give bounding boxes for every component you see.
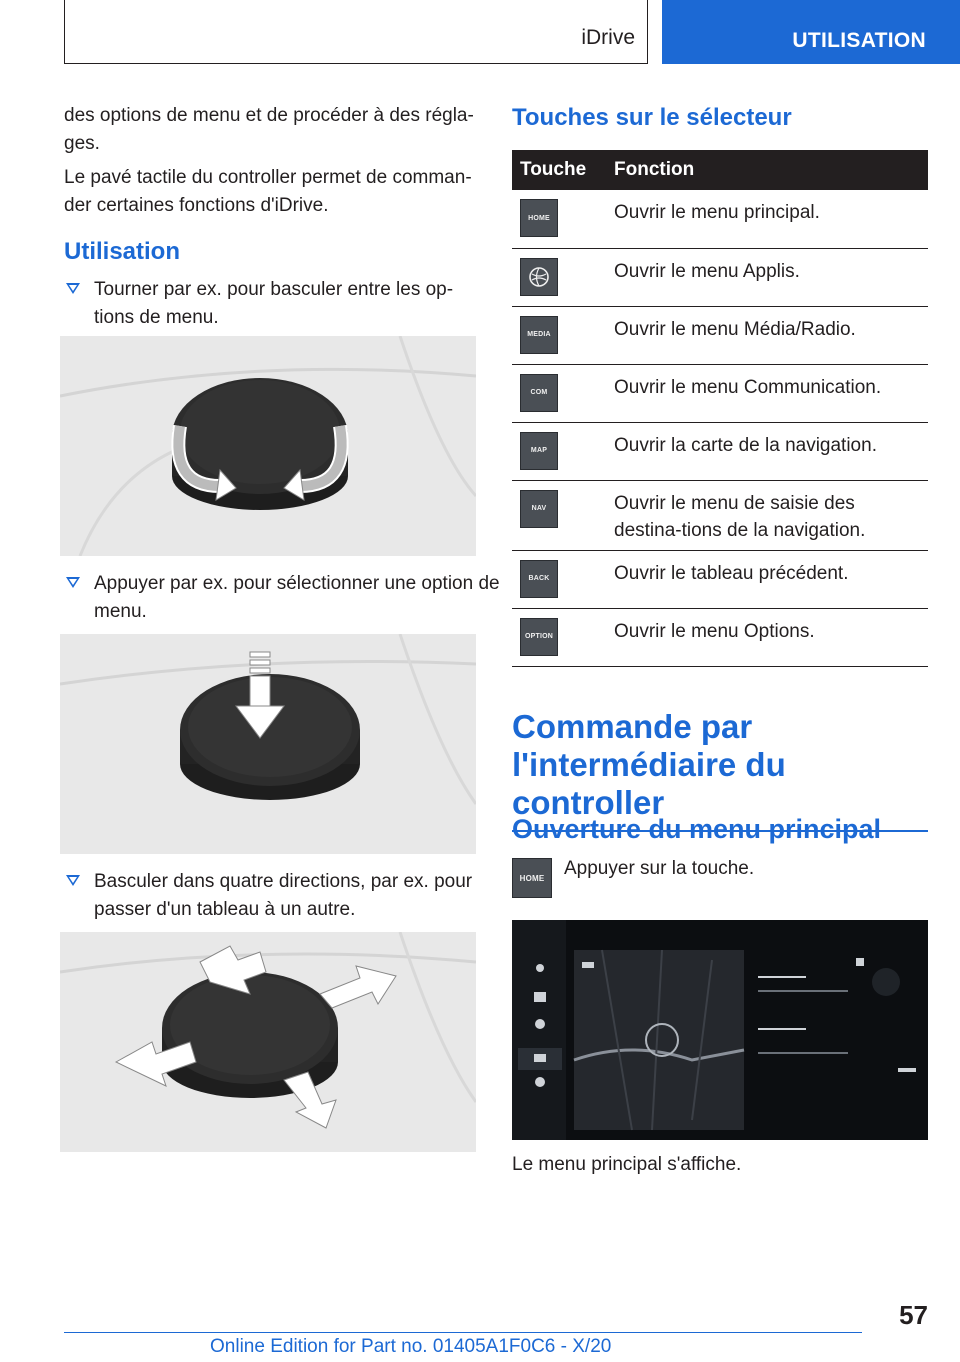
controller-press-drawing xyxy=(60,634,476,854)
footer-divider xyxy=(64,1332,862,1333)
bullet-tilt-text: Basculer dans quatre directions, par ex. pour passer d'un tableau à un autre. xyxy=(94,871,473,920)
function-cell: Ouvrir le menu Communication. xyxy=(606,364,928,422)
home-instruction-text: Appuyer sur la touche. xyxy=(564,858,755,879)
idrive-screen-drawing xyxy=(512,920,928,1140)
table-row xyxy=(512,248,928,306)
column-header-function: Fonction xyxy=(606,150,928,190)
utilisation-heading: Utilisation xyxy=(64,238,181,265)
function-cell: Ouvrir le menu Options. xyxy=(606,608,928,666)
table-row xyxy=(512,364,928,422)
header-section-title: iDrive xyxy=(581,26,635,49)
key-cell xyxy=(512,364,606,422)
controller-section-heading: Commande par l'intermédiaire du controller xyxy=(512,708,928,832)
main-menu-caption: Le menu principal s'affiche. xyxy=(512,1154,742,1175)
controller-rotate-illustration xyxy=(60,336,476,556)
key-cell xyxy=(512,306,606,364)
selector-keys-table xyxy=(512,150,928,667)
key-cell xyxy=(512,190,606,248)
key-cell xyxy=(512,248,606,306)
header-section-box xyxy=(64,0,648,64)
controller-tilt-illustration xyxy=(60,932,476,1152)
function-cell: Ouvrir le menu de saisie des destina-tions de la navigation. xyxy=(606,480,928,550)
controller-press-illustration xyxy=(60,634,476,854)
left-column xyxy=(64,102,476,332)
key-cell xyxy=(512,480,606,550)
function-cell: Ouvrir le menu Applis. xyxy=(606,248,928,306)
key-cell xyxy=(512,422,606,480)
header-chapter-tab xyxy=(662,0,960,64)
bullet-triangle-icon xyxy=(66,875,80,886)
map-key-icon: MAP xyxy=(520,432,558,470)
column-header-key: Touche xyxy=(512,150,606,190)
function-cell: Ouvrir le menu Média/Radio. xyxy=(606,306,928,364)
bullet-press-text: Appuyer par ex. pour sélectionner une option de menu. xyxy=(94,573,500,622)
bullet-triangle-icon xyxy=(66,283,80,294)
home-key-icon: HOME xyxy=(520,199,558,237)
option-key-icon: OPTION xyxy=(520,618,558,656)
table-row xyxy=(512,608,928,666)
nav-key-icon: NAV xyxy=(520,490,558,528)
home-key-icon: HOME xyxy=(512,858,552,898)
table-row xyxy=(512,550,928,608)
intro-paragraph-1: des options de menu et de procéder à des régla-ges. xyxy=(64,105,474,154)
globe-icon xyxy=(528,266,550,288)
main-menu-subheading: Ouverture du menu principal xyxy=(512,814,882,844)
apps-key-icon xyxy=(520,258,558,296)
bullet-triangle-icon xyxy=(66,577,80,588)
table-row xyxy=(512,306,928,364)
page-number: 57 xyxy=(899,1300,928,1330)
idrive-main-menu-screenshot xyxy=(512,920,928,1140)
media-key-icon: MEDIA xyxy=(520,316,558,354)
table-row xyxy=(512,422,928,480)
table-row xyxy=(512,190,928,248)
controller-tilt-drawing xyxy=(60,932,476,1152)
intro-paragraph-2: Le pavé tactile du controller permet de comman-der certaines fonctions d'iDrive. xyxy=(64,167,472,216)
function-cell: Ouvrir le menu principal. xyxy=(606,190,928,248)
com-key-icon: COM xyxy=(520,374,558,412)
bullet-rotate-text: Tourner par ex. pour basculer entre les op-tions de menu. xyxy=(94,279,454,328)
bullet-press xyxy=(64,570,506,626)
function-cell: Ouvrir le tableau précédent. xyxy=(606,550,928,608)
bullet-rotate xyxy=(64,276,476,332)
controller-rotate-drawing xyxy=(60,336,476,556)
selector-keys-title: Touches sur le sélecteur xyxy=(512,104,792,131)
function-cell: Ouvrir la carte de la navigation. xyxy=(606,422,928,480)
table-header-row xyxy=(512,150,928,190)
table-row xyxy=(512,480,928,550)
footer-edition: Online Edition for Part no. 01405A1F0C6 - X/20 xyxy=(210,1336,612,1357)
header-chapter-title: UTILISATION xyxy=(792,29,926,52)
key-cell xyxy=(512,608,606,666)
key-cell xyxy=(512,550,606,608)
bullet-tilt xyxy=(64,868,506,924)
back-key-icon: BACK xyxy=(520,560,558,598)
